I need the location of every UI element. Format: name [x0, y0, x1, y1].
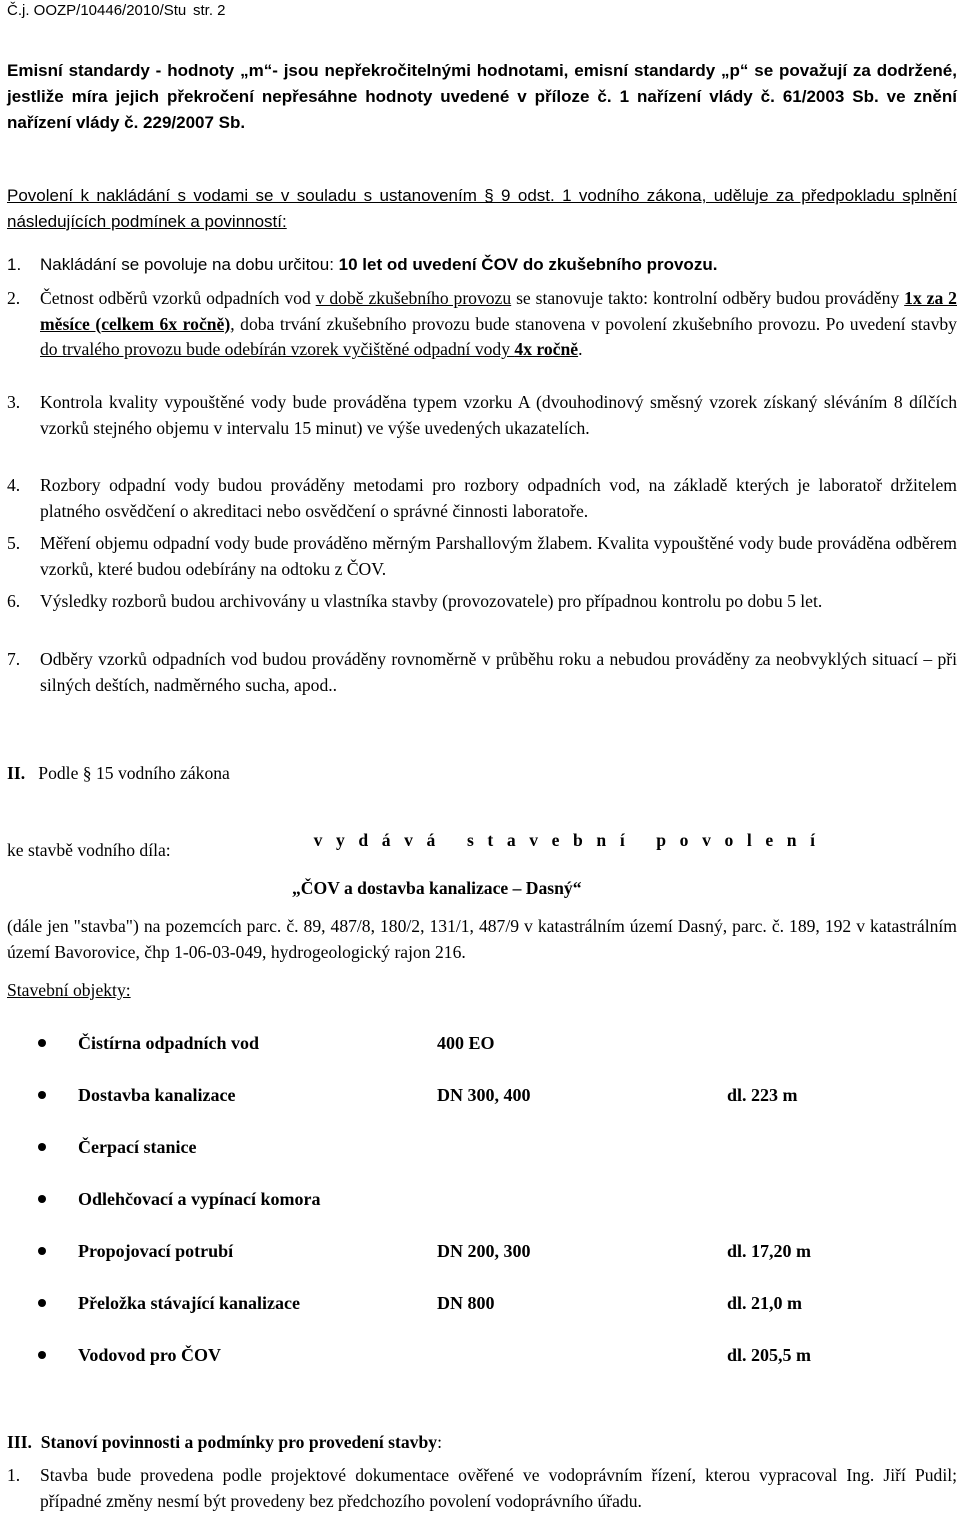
condition-1-bold: 10 let od uvedení ČOV do zkušebního provozu. — [338, 255, 718, 274]
building-object-row — [0, 1238, 960, 1264]
condition-2-text-c: se stanovuje takto: kontrolní odběry budou prováděny — [511, 288, 905, 308]
condition-6-text: Výsledky rozborů budou archivovány u vlastníka stavby (provozovatele) pro případnou kontrolu po dobu 5 let. — [40, 591, 823, 611]
bullet-icon — [38, 1299, 46, 1307]
condition-3 — [7, 390, 957, 441]
section-2-heading — [7, 761, 957, 787]
building-objects-label-text: Stavební objekty: — [7, 980, 131, 1000]
object-spec: DN 800 — [437, 1293, 495, 1313]
bullet-icon — [38, 1143, 46, 1151]
condition-2-end: . — [578, 339, 583, 360]
section-3-heading — [7, 1430, 957, 1456]
project-description: (dále jen "stavba") na pozemcích parc. č. 89, 487/8, 180/2, 131/1, 487/9 v katastrálním území Dasný, parc. č. 189, 192 v katastrálním území Bavorovice, čhp 1-06-03-049, hydrogeologický rajon 216. — [7, 916, 957, 962]
condition-2-yearly: 4x ročně — [514, 339, 579, 360]
condition-3-text: Kontrola kvality vypouštěné vody bude prováděna typem vzorku A (dvouhodinový směsný vzorek získaný sléváním 8 dílčích vzorků stejného objemu v intervalu 15 minut) ve výše uvedených ukazatelích. — [40, 392, 957, 438]
building-object-row — [0, 1290, 960, 1316]
condition-number: 3. — [7, 392, 21, 412]
condition-4 — [7, 473, 957, 524]
emission-standards-paragraph: Emisní standardy - hodnoty „m“- jsou nepřekročitelnými hodnotami, emisní standardy „p“ se považují za dodržené, jestliže míra jejich překročení nepřesáhne hodnoty uvedené v příloze č. 1 nařízení vlády č. 61/2003 Sb. ve znění nařízení vlády č. 229/2007 Sb. — [7, 61, 957, 132]
condition-number: 7. — [7, 649, 21, 669]
page-header — [7, 0, 957, 22]
object-name: Přeložka stávající kanalizace — [78, 1293, 300, 1313]
bullet-icon — [38, 1351, 46, 1359]
item-number: 1. — [7, 1465, 21, 1485]
object-name: Dostavba kanalizace — [78, 1085, 236, 1105]
object-spec: DN 200, 300 — [437, 1241, 531, 1261]
building-object-row — [0, 1082, 960, 1108]
object-name: Odlehčovací a vypínací komora — [78, 1189, 321, 1209]
condition-5 — [7, 531, 957, 582]
permit-intro-text: Povolení k nakládání s vodami se v souladu s ustanovením § 9 odst. 1 vodního zákona, uděluje za předpokladu splnění následujících podmínek a povinností: — [7, 186, 957, 231]
construction-label: ke stavbě vodního díla: — [7, 840, 171, 860]
object-length: dl. 205,5 m — [727, 1345, 812, 1365]
building-object-row — [0, 1186, 960, 1212]
condition-2-text-a: Četnost odběrů vzorků odpadních vod — [40, 288, 316, 308]
section-3-number: III. — [7, 1432, 32, 1452]
project-title: „ČOV a dostavba kanalizace – Dasný“ — [292, 878, 582, 898]
condition-number: 2. — [7, 288, 21, 308]
permit-intro-paragraph — [7, 183, 957, 235]
object-name: Čistírna odpadních vod — [78, 1033, 260, 1053]
issues-building-permit-text: v y d á v á s t a v e b n í p o v o l e n í — [313, 829, 820, 850]
object-name: Vodovod pro ČOV — [78, 1345, 222, 1365]
building-objects-label — [7, 978, 957, 1004]
condition-4-text: Rozbory odpadní vody budou prováděny metodami pro rozbory odpadních vod, na základě kterých je laboratoř držitelem platného osvědčení o akreditaci nebo osvědčení o správné činnosti laboratoře. — [40, 475, 957, 521]
condition-2 — [7, 286, 957, 363]
page-number: str. 2 — [193, 2, 226, 19]
object-length: dl. 21,0 m — [727, 1293, 803, 1313]
object-spec: 400 EO — [437, 1033, 495, 1053]
bullet-icon — [38, 1195, 46, 1203]
condition-5-text: Měření objemu odpadní vody bude prováděno měrným Parshallovým žlabem. Kvalita vypouštěné vody bude prováděna odběrem vzorků, které budou odebírány na odtoku z ČOV. — [40, 533, 957, 579]
condition-number: 4. — [7, 475, 21, 495]
condition-2-permanent: do trvalého provozu bude odebírán vzorek vyčištěné odpadní vody — [40, 339, 515, 360]
object-length: dl. 17,20 m — [727, 1241, 812, 1261]
object-spec: DN 300, 400 — [437, 1085, 531, 1105]
object-name: Čerpací stanice — [78, 1137, 197, 1157]
condition-number: 1. — [7, 255, 22, 274]
bullet-icon — [38, 1247, 46, 1255]
condition-2-frequency: 1x za 2 měsíce (celkem 6x ročně) — [40, 288, 957, 334]
building-object-row — [0, 1134, 960, 1160]
section-3-colon: : — [437, 1432, 442, 1452]
condition-7 — [7, 647, 957, 698]
object-length: dl. 223 m — [727, 1085, 798, 1105]
condition-2-trial-period: v době zkušebního provozu — [315, 288, 512, 308]
condition-6 — [7, 589, 957, 615]
section-2-text: Podle § 15 vodního zákona — [38, 763, 230, 783]
section-2-number: II. — [7, 763, 26, 783]
condition-2-text-e: , doba trvání zkušebního provozu bude stanovena v povolení zkušebního provozu. Po uvedení stavby — [230, 313, 957, 334]
building-object-row — [0, 1342, 960, 1368]
condition-1-text: Nakládání se povoluje na dobu určitou: — [40, 255, 339, 274]
condition-7-text: Odběry vzorků odpadních vod budou prováděny rovnoměrně v průběhu roku a nebudou prováděny za neobvyklých situací – při silných deštích, nadměrného sucha, apod.. — [40, 649, 957, 695]
condition-number: 5. — [7, 533, 21, 553]
bullet-icon — [38, 1039, 46, 1047]
building-object-row — [0, 1030, 960, 1056]
section-3-title: Stanoví povinnosti a podmínky pro provedení stavby — [40, 1432, 438, 1452]
condition-number: 6. — [7, 591, 21, 611]
section-3-item-1-text: Stavba bude provedena podle projektové dokumentace ověřené ve vodoprávním řízení, kterou vypracoval Ing. Jiří Pudil; případné změny nesmí být provedeny bez předchozího povolení vodoprávního úřadu. — [40, 1465, 957, 1511]
object-name: Propojovací potrubí — [78, 1241, 234, 1261]
condition-1 — [7, 252, 957, 278]
reference-number: Č.j. OOZP/10446/2010/Stu — [7, 2, 187, 19]
bullet-icon — [38, 1091, 46, 1099]
section-3-item-1 — [7, 1463, 957, 1514]
